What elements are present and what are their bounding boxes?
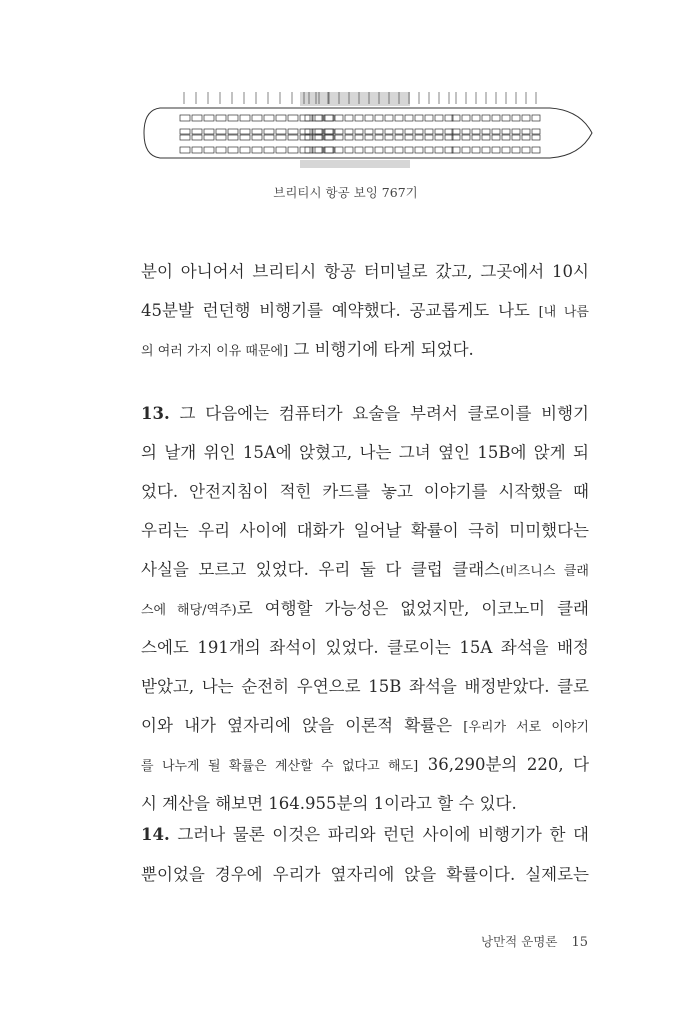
seat bbox=[522, 115, 530, 121]
text-line bbox=[141, 599, 589, 621]
seat bbox=[502, 147, 510, 153]
seat bbox=[264, 147, 274, 153]
seat bbox=[472, 147, 480, 153]
seat bbox=[204, 135, 214, 140]
seat bbox=[288, 129, 298, 134]
seat bbox=[415, 115, 423, 121]
text-line bbox=[141, 301, 589, 323]
text-line bbox=[141, 482, 589, 502]
text-line bbox=[141, 716, 589, 738]
seat bbox=[395, 129, 403, 134]
seat bbox=[425, 129, 433, 134]
seat bbox=[405, 115, 413, 121]
seat bbox=[492, 129, 500, 134]
seat bbox=[395, 115, 403, 121]
seat bbox=[324, 135, 334, 140]
seat bbox=[228, 147, 238, 153]
seat bbox=[385, 135, 393, 140]
seat bbox=[472, 129, 480, 134]
text-segment: 사실을 모르고 있었다. 우리 둘 다 클럽 클래스 bbox=[141, 560, 501, 579]
seat bbox=[216, 135, 226, 140]
seat bbox=[345, 135, 353, 140]
seat bbox=[252, 147, 262, 153]
seat bbox=[252, 115, 262, 121]
seat bbox=[532, 135, 540, 140]
running-title: 낭만적 운명론 bbox=[481, 934, 558, 949]
seat bbox=[415, 135, 423, 140]
seat bbox=[192, 115, 202, 121]
seat bbox=[472, 135, 480, 140]
seat bbox=[264, 129, 274, 134]
seat bbox=[324, 147, 334, 153]
text-segment: 이와 내가 옆자리에 앉을 이론적 확률은 bbox=[141, 716, 464, 735]
seat bbox=[365, 129, 373, 134]
seat bbox=[312, 147, 322, 153]
aside-text: [내 나름 bbox=[538, 305, 589, 320]
seat bbox=[335, 135, 343, 140]
seat bbox=[375, 115, 383, 121]
aside-text: [우리가 서로 이야기 bbox=[463, 720, 589, 735]
seat bbox=[512, 135, 520, 140]
seat bbox=[502, 129, 510, 134]
seat bbox=[462, 135, 470, 140]
seat bbox=[276, 129, 286, 134]
seat bbox=[492, 135, 500, 140]
seat bbox=[192, 129, 202, 134]
seat bbox=[522, 135, 530, 140]
seat bbox=[252, 129, 262, 134]
seat bbox=[324, 129, 334, 134]
seat bbox=[492, 115, 500, 121]
aside-text: 스에 해당/역주) bbox=[141, 603, 237, 618]
seat bbox=[335, 147, 343, 153]
text-line bbox=[141, 638, 589, 658]
seat bbox=[335, 129, 343, 134]
text-segment: 스에도 191개의 좌석이 있었다. 클로이는 15A 좌석을 배정 bbox=[141, 638, 589, 657]
seat bbox=[365, 147, 373, 153]
seat bbox=[355, 147, 363, 153]
seat bbox=[512, 147, 520, 153]
seat bbox=[312, 135, 322, 140]
seat bbox=[425, 147, 433, 153]
seat bbox=[335, 115, 343, 121]
seat bbox=[355, 129, 363, 134]
seat bbox=[502, 135, 510, 140]
seat bbox=[180, 115, 190, 121]
seat bbox=[405, 129, 413, 134]
seat bbox=[462, 115, 470, 121]
seat bbox=[228, 135, 238, 140]
seat bbox=[204, 129, 214, 134]
seat bbox=[532, 129, 540, 134]
aside-text: 의 여러 가지 이유 때문에] bbox=[141, 344, 289, 359]
seat bbox=[276, 135, 286, 140]
text-line bbox=[141, 443, 589, 463]
seat bbox=[502, 115, 510, 121]
seat bbox=[482, 129, 490, 134]
text-line bbox=[141, 521, 589, 541]
text-segment: 시 계산을 해보면 164.955분의 1이라고 할 수 있다. bbox=[141, 794, 517, 813]
seat bbox=[240, 129, 250, 134]
section-number: 13. bbox=[141, 404, 170, 423]
text-segment: 우리는 우리 사이에 대화가 일어날 확률이 극히 미미했다는 bbox=[141, 521, 589, 540]
text-segment: 뿐이었을 경우에 우리가 옆자리에 앉을 확률이다. 실제로는 bbox=[141, 865, 589, 884]
seat bbox=[355, 115, 363, 121]
seat bbox=[325, 147, 333, 153]
seat bbox=[192, 135, 202, 140]
seat bbox=[288, 135, 298, 140]
seat bbox=[415, 147, 423, 153]
seat bbox=[345, 129, 353, 134]
seat bbox=[180, 129, 190, 134]
seat bbox=[395, 147, 403, 153]
seat bbox=[425, 115, 433, 121]
text-segment: 36,290분의 220, 다 bbox=[418, 755, 590, 774]
text-line bbox=[141, 340, 589, 362]
seat bbox=[276, 147, 286, 153]
text-segment: 분이 아니어서 브리티시 항공 터미널로 갔고, 그곳에서 10시 bbox=[141, 262, 589, 281]
seat bbox=[228, 129, 238, 134]
text-line bbox=[141, 794, 589, 814]
airplane-seat-map bbox=[140, 88, 595, 168]
seat bbox=[522, 147, 530, 153]
seat bbox=[325, 115, 333, 121]
seat bbox=[482, 147, 490, 153]
seat bbox=[180, 147, 190, 153]
seat bbox=[522, 129, 530, 134]
text-line bbox=[141, 677, 589, 697]
seat bbox=[240, 115, 250, 121]
seat bbox=[425, 135, 433, 140]
seat bbox=[355, 135, 363, 140]
text-line bbox=[141, 755, 589, 777]
seat bbox=[324, 115, 334, 121]
seat bbox=[385, 147, 393, 153]
text-line bbox=[141, 560, 589, 582]
seat bbox=[375, 135, 383, 140]
seat bbox=[252, 135, 262, 140]
figure-caption: 브리티시 항공 보잉 767기 bbox=[273, 185, 418, 200]
aside-text: 를 나누게 될 확률은 계산할 수 없다고 해도] bbox=[141, 759, 419, 774]
seat bbox=[405, 135, 413, 140]
seat bbox=[345, 147, 353, 153]
seat bbox=[264, 135, 274, 140]
seat bbox=[492, 147, 500, 153]
seat bbox=[204, 115, 214, 121]
seat bbox=[482, 115, 490, 121]
section-number: 14. bbox=[141, 825, 170, 844]
seat bbox=[240, 147, 250, 153]
seat bbox=[180, 135, 190, 140]
seat bbox=[462, 129, 470, 134]
seat bbox=[365, 115, 373, 121]
text-segment: 그 비행기에 타게 되었다. bbox=[288, 340, 474, 359]
seat bbox=[405, 147, 413, 153]
seat bbox=[216, 147, 226, 153]
seat bbox=[532, 147, 540, 153]
seat bbox=[228, 115, 238, 121]
page-number: 15 bbox=[571, 935, 588, 950]
seat bbox=[512, 115, 520, 121]
seat bbox=[288, 147, 298, 153]
text-segment: 그러나 물론 이것은 파리와 런던 사이에 비행기가 한 대 bbox=[169, 825, 589, 844]
seat bbox=[385, 129, 393, 134]
seat bbox=[385, 115, 393, 121]
seat bbox=[276, 115, 286, 121]
seat bbox=[375, 129, 383, 134]
seat bbox=[204, 147, 214, 153]
text-segment: 로 여행할 가능성은 없었지만, 이코노미 클래 bbox=[236, 599, 589, 618]
seat bbox=[415, 129, 423, 134]
seat bbox=[264, 115, 274, 121]
seat bbox=[435, 147, 443, 153]
seat bbox=[395, 135, 403, 140]
seat bbox=[365, 135, 373, 140]
text-segment: 그 다음에는 컴퓨터가 요술을 부려서 클로이를 비행기 bbox=[169, 404, 589, 423]
text-segment: 었다. 안전지침이 적힌 카드를 놓고 이야기를 시작했을 때 bbox=[141, 482, 589, 501]
seat bbox=[435, 115, 443, 121]
text-line bbox=[141, 262, 589, 282]
text-line bbox=[141, 825, 589, 845]
seat bbox=[216, 129, 226, 134]
seat bbox=[288, 115, 298, 121]
seat bbox=[312, 129, 322, 134]
page-footer bbox=[481, 932, 588, 950]
seat bbox=[512, 129, 520, 134]
aside-text: (비즈니스 클래 bbox=[500, 564, 589, 579]
seat bbox=[482, 135, 490, 140]
seat bbox=[532, 115, 540, 121]
seat bbox=[325, 129, 333, 134]
seat bbox=[435, 135, 443, 140]
text-line bbox=[141, 865, 589, 885]
seat bbox=[192, 147, 202, 153]
text-line bbox=[141, 404, 589, 424]
text-segment: 45분발 런던행 비행기를 예약했다. 공교롭게도 나도 bbox=[141, 301, 539, 320]
seat bbox=[462, 147, 470, 153]
seat bbox=[345, 115, 353, 121]
seat bbox=[216, 115, 226, 121]
seat bbox=[435, 129, 443, 134]
seat bbox=[325, 135, 333, 140]
seat bbox=[472, 115, 480, 121]
seat bbox=[240, 135, 250, 140]
text-segment: 받았고, 나는 순전히 우연으로 15B 좌석을 배정받았다. 클로 bbox=[141, 677, 589, 696]
seat bbox=[312, 115, 322, 121]
seat bbox=[375, 147, 383, 153]
text-segment: 의 날개 위인 15A에 앉혔고, 나는 그녀 옆인 15B에 앉게 되 bbox=[141, 443, 589, 462]
